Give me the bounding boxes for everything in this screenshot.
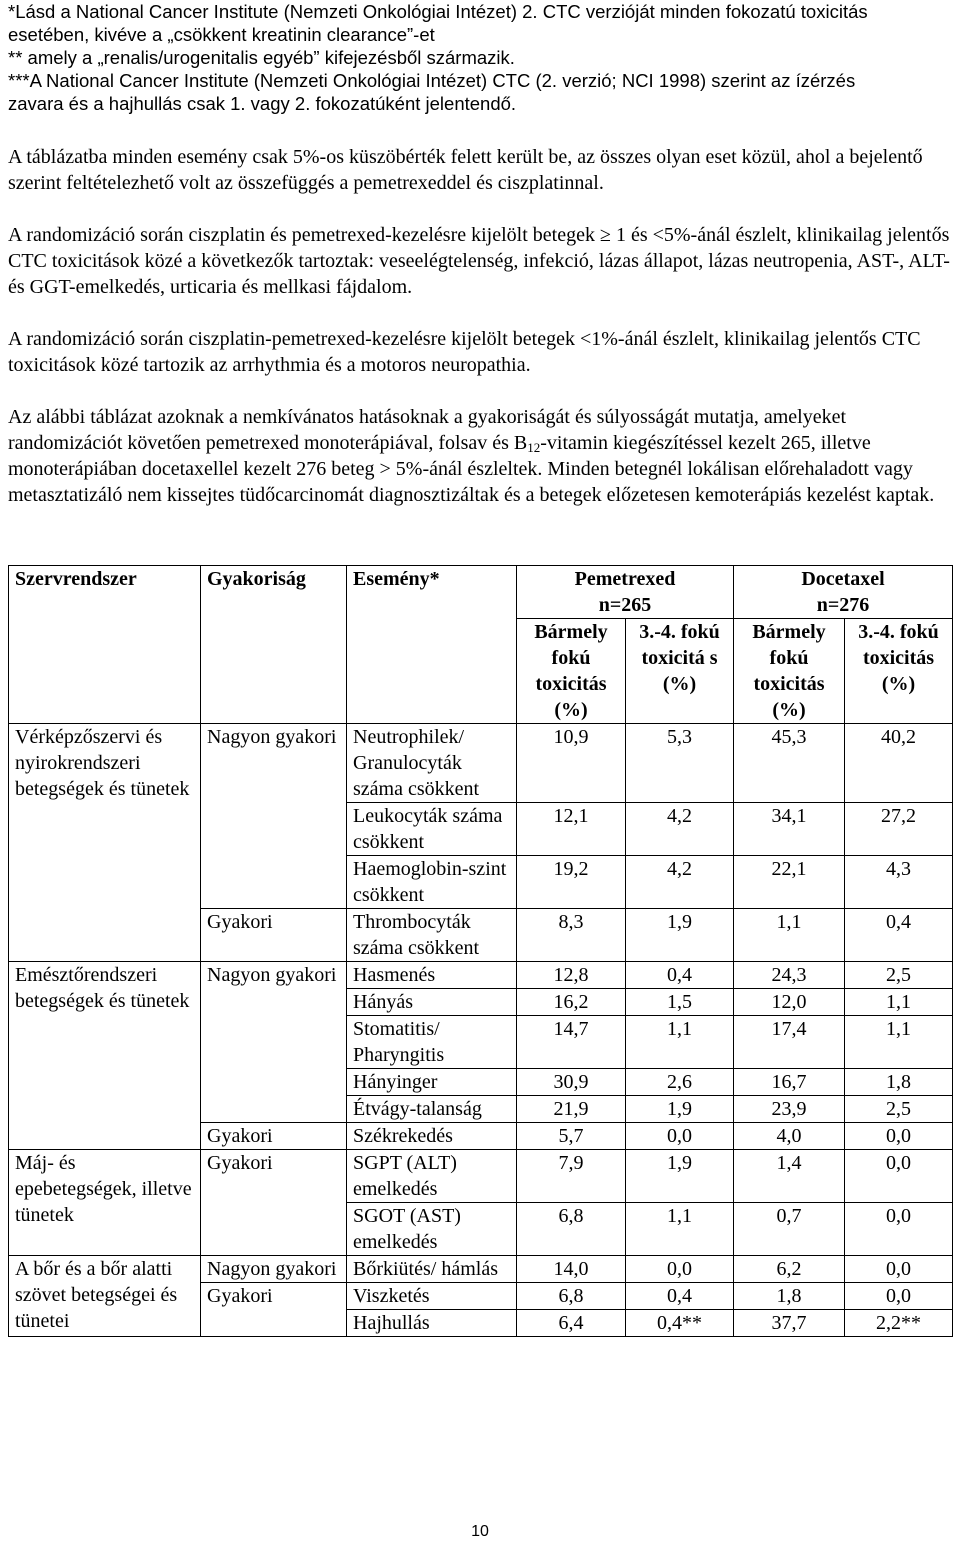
value-cell: 2,5 [845,962,953,989]
footnote-line: ** amely a „renalis/urogenitalis egyéb” kifejezésből származik. [8,47,515,68]
value-cell: 14,7 [517,1016,626,1069]
value-cell: 34,1 [734,803,845,856]
header-docetaxel [734,566,953,619]
event-cell: Stomatitis/ Pharyngitis [347,1016,517,1069]
value-cell: 5,3 [626,724,734,803]
paragraph-toxicities-1-5: A randomizáció során ciszplatin és pemetrexed-kezelésre kijelölt betegek ≥ 1 és <5%-ánál észlelt, klinikailag jelentős CTC toxicitások közé a következők tartoztak: veseelégtelenség, infekció, lázas állapot, lázas neutropenia, AST-, ALT- és GGT-emelkedés, urticaria és mellkasi fájdalom. [8,224,950,298]
value-cell: 4,0 [734,1123,845,1150]
event-cell: Hajhullás [347,1310,517,1337]
paragraph-table-intro [0,404,952,508]
value-cell: 8,3 [517,909,626,962]
table-row [9,724,953,803]
value-cell: 27,2 [845,803,953,856]
value-cell: 7,9 [517,1150,626,1203]
value-cell: 0,0 [845,1203,953,1256]
organ-cell: Emésztőrendszeri betegségek és tünetek [9,962,201,1150]
event-cell: Étvágy-talanság [347,1096,517,1123]
header-docetaxel-name: Docetaxel [801,568,885,590]
event-cell: Leukocyták száma csökkent [347,803,517,856]
value-cell: 6,8 [517,1203,626,1256]
value-cell: 12,1 [517,803,626,856]
event-cell: SGOT (AST) emelkedés [347,1203,517,1256]
paragraph-table-intro-part1: Az alábbi táblázat azoknak a nemkívánatos hatásoknak a gyakoriságát és súlyosságát mutatja, amelyeket randomizációt követően pemetrexed monoterápiával, folsav és B [8,406,847,454]
value-cell: 16,7 [734,1069,845,1096]
value-cell: 19,2 [517,856,626,909]
value-cell: 0,0 [845,1123,953,1150]
value-cell: 1,1 [626,1016,734,1069]
organ-cell: Máj- és epebetegségek, illetve tünetek [9,1150,201,1256]
value-cell: 1,8 [734,1283,845,1310]
header-organ: Szervrendszer [9,566,201,724]
value-cell: 1,1 [845,1016,953,1069]
value-cell: 0,0 [845,1256,953,1283]
value-cell: 0,7 [734,1203,845,1256]
value-cell: 17,4 [734,1016,845,1069]
header-pemetrexed-n: n=265 [598,594,652,616]
value-cell: 40,2 [845,724,953,803]
footnote-line: ***A National Cancer Institute (Nemzeti Onkológiai Intézet) CTC (2. verzió; NCI 1998) szerint az ízérzés [8,70,856,91]
value-cell: 2,6 [626,1069,734,1096]
event-cell: Thrombocyták száma csökkent [347,909,517,962]
frequency-cell: Nagyon gyakori [201,1256,347,1283]
footnote-line: zavara és a hajhullás csak 1. vagy 2. fokozatúként jelentendő. [8,93,517,114]
value-cell: 16,2 [517,989,626,1016]
event-cell: Hasmenés [347,962,517,989]
value-cell: 6,2 [734,1256,845,1283]
organ-cell: Vérképzőszervi és nyirokrendszeri betegségek és tünetek [9,724,201,962]
footnote-line: *Lásd a National Cancer Institute (Nemzeti Onkológiai Intézet) 2. CTC verzióját minden fokozatú toxicitás [8,1,868,22]
header-pemetrexed [517,566,734,619]
frequency-cell: Gyakori [201,1283,347,1337]
header-doc-any-grade: Bármely fokú toxicitás (%) [734,619,845,724]
adverse-events-table [8,565,953,1337]
value-cell: 1,9 [626,1150,734,1203]
paragraph-threshold: A táblázatba minden esemény csak 5%-os küszöbérték felett került be, az összes olyan eset közül, ahol a bejelentő szerint feltételezhető volt az összefüggés a pemetrexeddel és ciszplatinnal. [8,146,923,194]
header-pem-grade-3-4: 3.-4. fokú toxicitá s (%) [626,619,734,724]
value-cell: 4,3 [845,856,953,909]
value-cell: 0,0 [845,1150,953,1203]
value-cell: 1,8 [845,1069,953,1096]
event-cell: Székrekedés [347,1123,517,1150]
value-cell: 1,9 [626,1096,734,1123]
organ-cell: A bőr és a bőr alatti szövet betegségei és tünetei [9,1256,201,1337]
value-cell: 2,2** [845,1310,953,1337]
value-cell: 12,0 [734,989,845,1016]
value-cell: 12,8 [517,962,626,989]
table-row [9,1256,953,1283]
value-cell: 1,5 [626,989,734,1016]
value-cell: 4,2 [626,803,734,856]
frequency-cell: Nagyon gyakori [201,962,347,1123]
value-cell: 0,4 [626,962,734,989]
event-cell: Hányás [347,989,517,1016]
value-cell: 1,4 [734,1150,845,1203]
frequency-cell: Gyakori [201,1123,347,1150]
footnote-line: esetében, kivéve a „csökkent kreatinin clearance”-et [8,24,435,45]
page-number: 10 [471,1523,489,1540]
value-cell: 1,9 [626,909,734,962]
event-cell: Neutrophilek/ Granulocyták száma csökkent [347,724,517,803]
event-cell: Hányinger [347,1069,517,1096]
value-cell: 4,2 [626,856,734,909]
header-pemetrexed-name: Pemetrexed [574,568,676,590]
value-cell: 21,9 [517,1096,626,1123]
header-event: Esemény* [347,566,517,724]
paragraph-table-intro-part2: -vitamin kiegészítéssel kezelt 265, illetve monoterápiában docetaxellel kezelt 276 beteg > 5%-ánál észleltek. Minden betegnél lokálisan előrehaladott vagy metasztatizáló nem kissejtes tüdőcarcinomát diagnosztizáltak és a betegek előzetesen kemoterápiás kezelést kaptak. [8,432,935,506]
footnotes [0,0,948,115]
value-cell: 0,4 [845,909,953,962]
value-cell: 1,1 [845,989,953,1016]
value-cell: 23,9 [734,1096,845,1123]
value-cell: 0,0 [626,1256,734,1283]
header-doc-grade-3-4: 3.-4. fokú toxicitás (%) [845,619,953,724]
header-pem-any-grade: Bármely fokú toxicitás (%) [517,619,626,724]
frequency-cell: Gyakori [201,1150,347,1256]
value-cell: 2,5 [845,1096,953,1123]
value-cell: 1,1 [626,1203,734,1256]
frequency-cell: Gyakori [201,909,347,962]
value-cell: 45,3 [734,724,845,803]
table-row [9,962,953,989]
frequency-cell: Nagyon gyakori [201,724,347,909]
value-cell: 37,7 [734,1310,845,1337]
value-cell: 5,7 [517,1123,626,1150]
value-cell: 0,0 [845,1283,953,1310]
event-cell: Viszketés [347,1283,517,1310]
value-cell: 14,0 [517,1256,626,1283]
value-cell: 6,4 [517,1310,626,1337]
value-cell: 0,4** [626,1310,734,1337]
value-cell: 6,8 [517,1283,626,1310]
table-row [9,1150,953,1203]
value-cell: 22,1 [734,856,845,909]
paragraph-toxicities-lt1: A randomizáció során ciszplatin-pemetrexed-kezelésre kijelölt betegek <1%-ánál észlelt, klinikailag jelentős CTC toxicitások közé tartozik az arrhythmia és a motoros neuropathia. [8,328,921,376]
value-cell: 0,4 [626,1283,734,1310]
header-frequency: Gyakoriság [201,566,347,724]
event-cell: Haemoglobin-szint csökkent [347,856,517,909]
value-cell: 30,9 [517,1069,626,1096]
event-cell: Bőrkiütés/ hámlás [347,1256,517,1283]
value-cell: 0,0 [626,1123,734,1150]
value-cell: 10,9 [517,724,626,803]
value-cell: 1,1 [734,909,845,962]
header-docetaxel-n: n=276 [816,594,870,616]
table-header-row [9,566,953,619]
event-cell: SGPT (ALT) emelkedés [347,1150,517,1203]
value-cell: 24,3 [734,962,845,989]
vitamin-subscript: 12 [527,440,541,455]
